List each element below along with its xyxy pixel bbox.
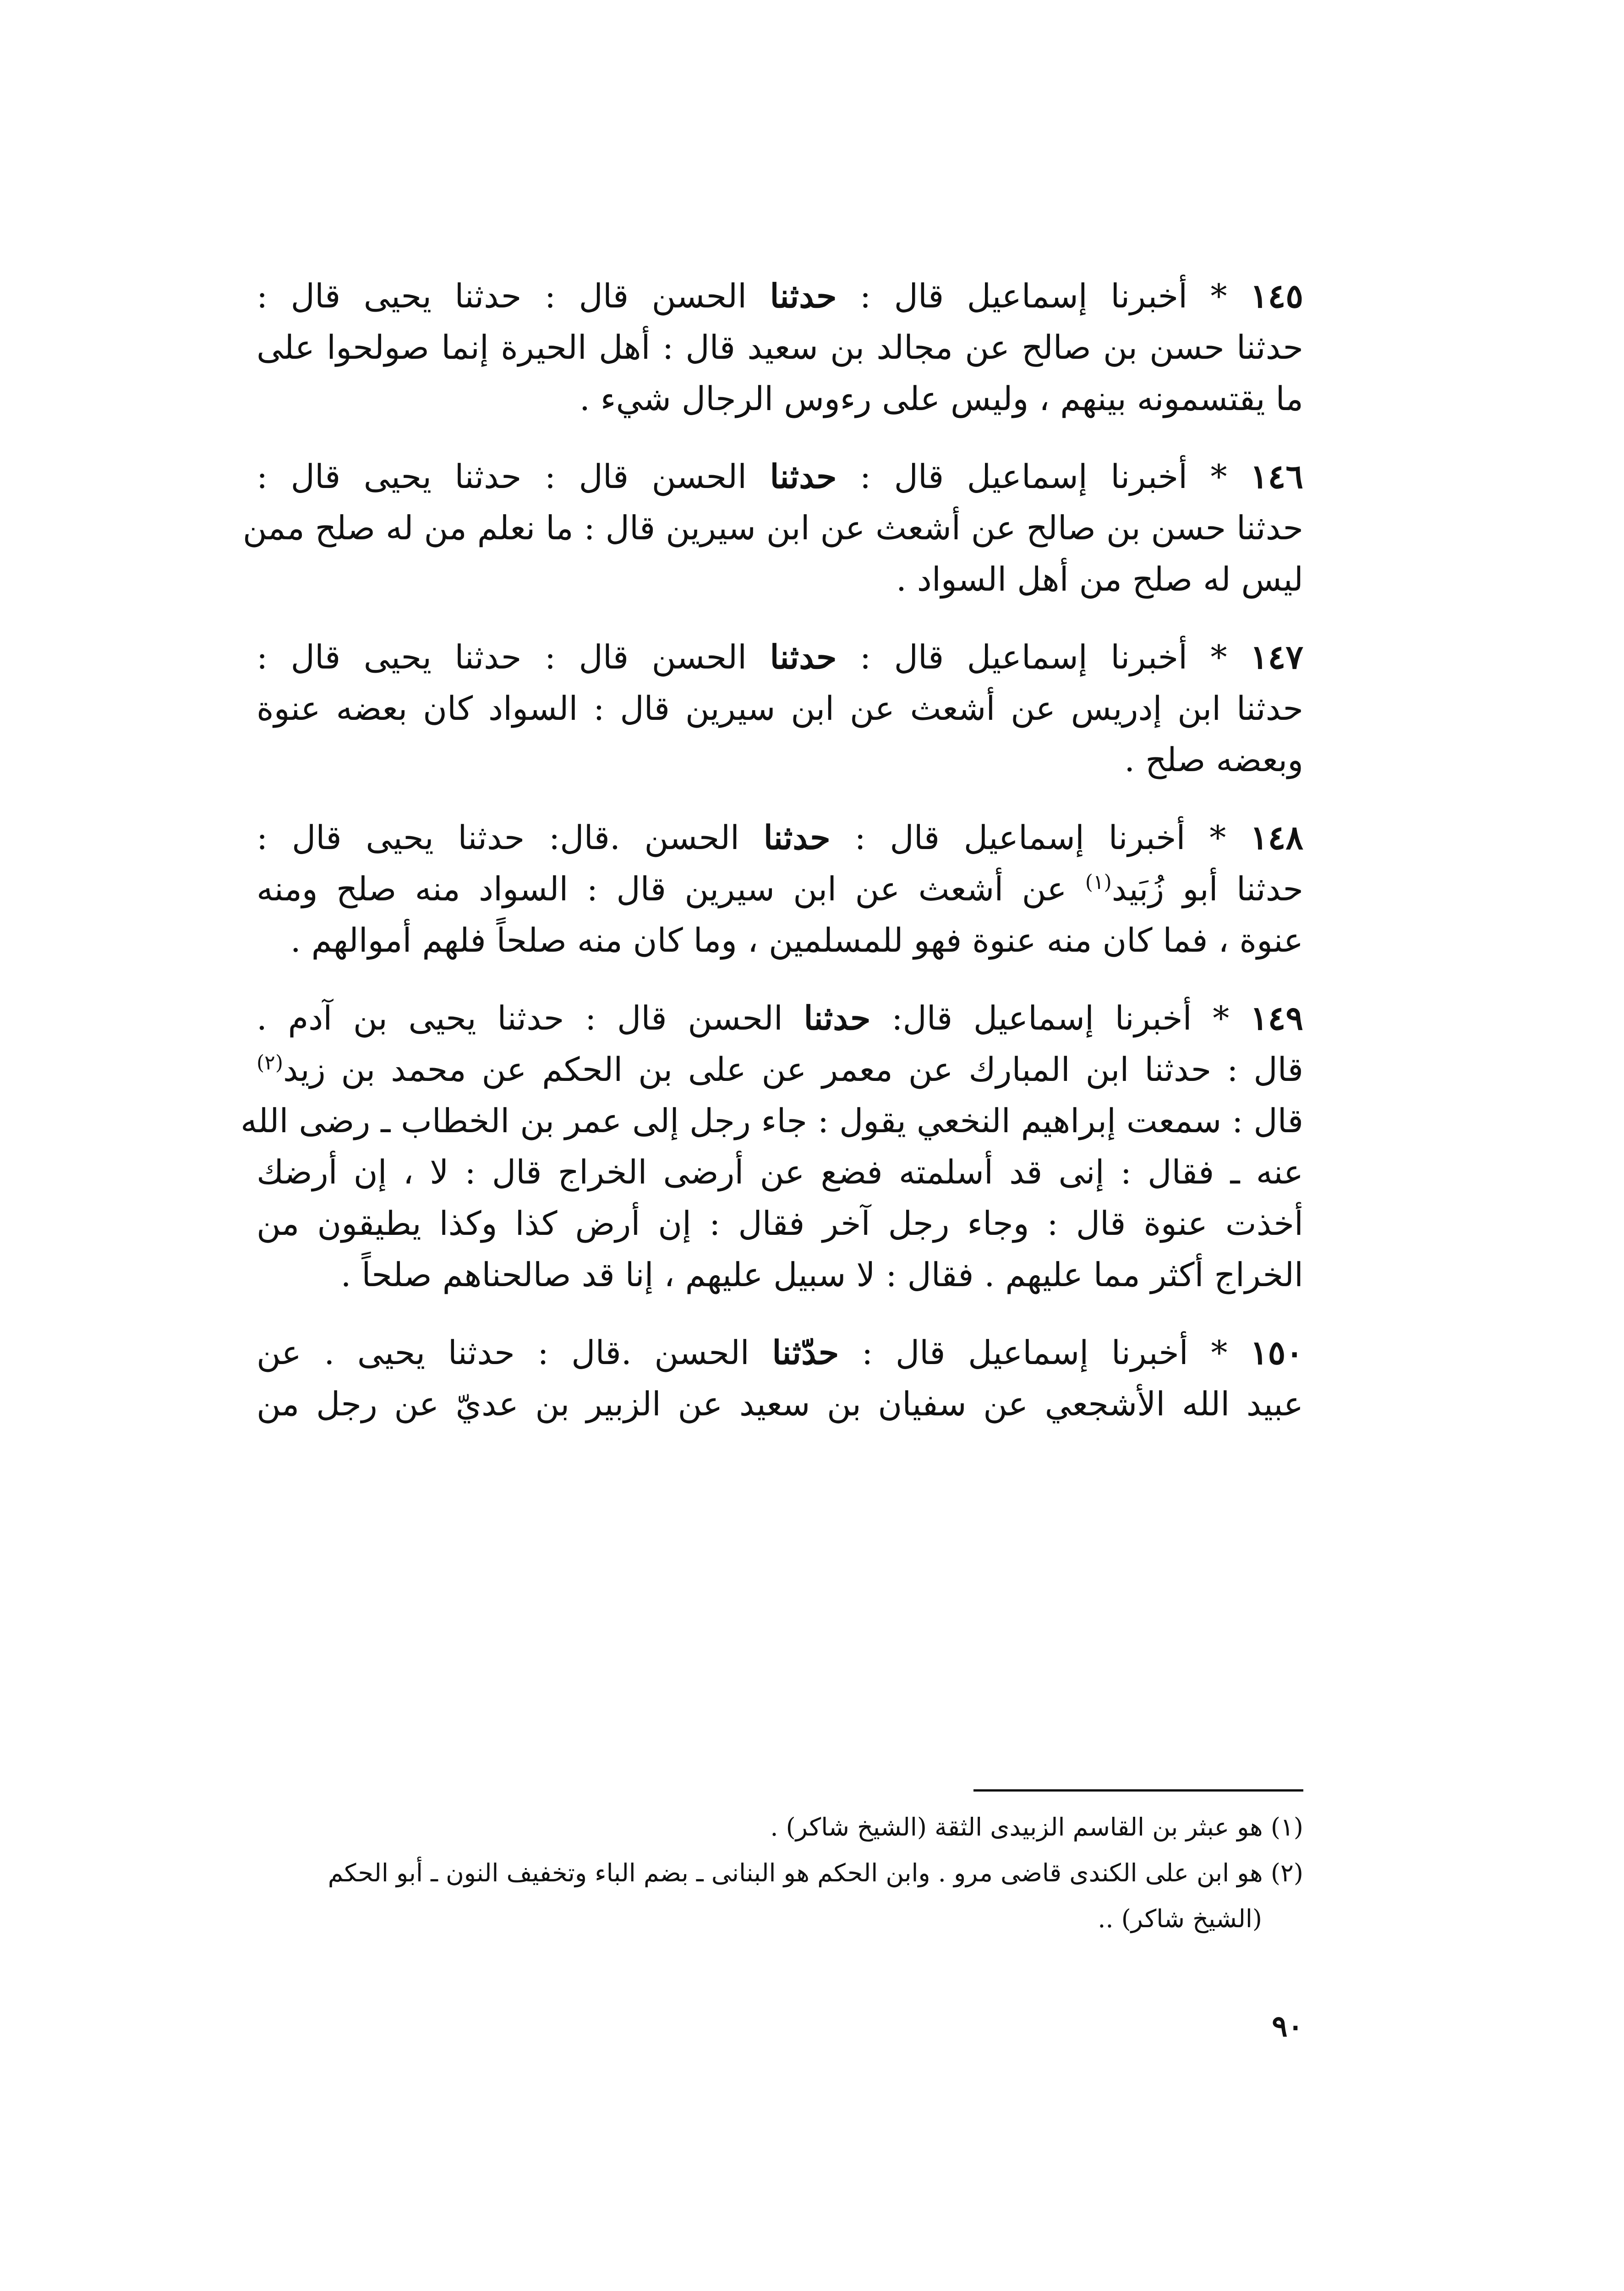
hadith-number: ١٤٧ <box>1250 637 1303 676</box>
footnote-1 <box>284 1808 1303 1847</box>
hadith-line: قال : سمعت إبراهيم النخعي يقول : جاء رجل إلى عمر بن الخطاب ـ رضى الله <box>241 1102 1303 1140</box>
hadith-line: ١٤٨ * أخبرنا إسماعيل قال : حدثنا الحسن .قال: حدثنا يحيى قال : <box>257 818 1303 857</box>
hadith-line: عبيد الله الأشجعي عن سفيان بن سعيد عن الزبير بن عديّ عن رجل من <box>257 1385 1303 1423</box>
hadith-line: حدثنا أبو زُبَيد$^{(١)}$ عن أشعث عن ابن سيرين قال : السواد منه صلح ومنه <box>257 870 1304 908</box>
footnote-2-continuation <box>284 1899 1303 1939</box>
hadith-line: حدثنا حسن بن صالح عن أشعث عن ابن سيرين قال : ما نعلم من له صلح ممن <box>242 509 1303 547</box>
hadith-line: ١٤٦ * أخبرنا إسماعيل قال : حدثنا الحسن قال : حدثنا يحيى قال : <box>257 457 1303 496</box>
hadith-148 <box>257 812 1303 966</box>
hadith-line: عنوة ، فما كان منه عنوة فهو للمسلمين ، وما كان منه صلحاً فلهم أموالهم . <box>290 921 1303 959</box>
main-text <box>241 270 1304 1456</box>
hadith-149 <box>241 992 1303 1300</box>
hadith-line: ١٤٩ * أخبرنا إسماعيل قال: حدثنا الحسن قال : حدثنا يحيى بن آدم . <box>257 998 1303 1037</box>
footnote-marker: (١) <box>1270 1813 1303 1842</box>
page-number: ٩٠ <box>1272 2009 1303 2044</box>
footnote-divider <box>973 1789 1303 1792</box>
footnote-marker: (٢) <box>1270 1858 1303 1887</box>
footnotes <box>284 1808 1303 1945</box>
hadith-line: قال : حدثنا ابن المبارك عن معمر عن على بن الحكم عن محمد بن زيد$^{(٢)}$ <box>257 1050 1303 1089</box>
hadith-line: حدثنا ابن إدريس عن أشعث عن ابن سيرين قال : السواد كان بعضه عنوة <box>257 689 1304 728</box>
hadith-number: ١٤٥ <box>1250 276 1303 315</box>
hadith-line: أخذت عنوة قال : وجاء رجل آخر فقال : إن أرض كذا وكذا يطيقون من <box>257 1204 1303 1243</box>
hadith-number: ١٤٨ <box>1250 818 1303 857</box>
hadith-line: ١٤٥ * أخبرنا إسماعيل قال : حدثنا الحسن قال : حدثنا يحيى قال : <box>257 276 1303 315</box>
hadith-line: حدثنا حسن بن صالح عن مجالد بن سعيد قال : أهل الحيرة إنما صولحوا على <box>257 328 1303 367</box>
footnote-text: هو عبثر بن القاسم الزبيدى الثقة (الشيخ شاكر) . <box>770 1813 1263 1842</box>
hadith-line: ١٥٠ * أخبرنا إسماعيل قال : حدّثنا الحسن .قال : حدثنا يحيى . عن <box>257 1333 1304 1372</box>
hadith-line: وبعضه صلح . <box>1124 740 1303 779</box>
hadith-line: ١٤٧ * أخبرنا إسماعيل قال : حدثنا الحسن قال : حدثنا يحيى قال : <box>257 637 1303 676</box>
hadith-line: عنه ـ فقال : إنى قد أسلمته فضع عن أرضى الخراج قال : لا ، إن أرضك <box>257 1153 1303 1191</box>
hadith-number: ١٤٩ <box>1250 998 1303 1037</box>
hadith-145 <box>257 270 1303 424</box>
hadith-number: ١٥٠ <box>1250 1333 1304 1372</box>
footnote-marker: (١) <box>1085 871 1112 894</box>
footnote-text: (الشيخ شاكر) .. <box>1098 1904 1262 1933</box>
hadith-146 <box>242 451 1303 605</box>
footnote-text: هو ابن على الكندى قاضى مرو . وابن الحكم هو البنانى ـ بضم الباء وتخفيف النون ـ أبو الحكم <box>328 1858 1263 1887</box>
footnote-2 <box>284 1853 1303 1893</box>
hadith-line: الخراج أكثر مما عليهم . فقال : لا سبيل عليهم ، إنا قد صالحناهم صلحاً . <box>340 1255 1303 1294</box>
hadith-number: ١٤٦ <box>1250 457 1303 496</box>
hadith-line: ما يقتسمونه بينهم ، وليس على رءوس الرجال شيء . <box>579 379 1303 418</box>
hadith-line: ليس له صلح من أهل السواد . <box>896 560 1303 598</box>
hadith-147 <box>257 631 1303 785</box>
footnote-marker: (٢) <box>257 1051 283 1074</box>
hadith-150 <box>257 1327 1303 1430</box>
